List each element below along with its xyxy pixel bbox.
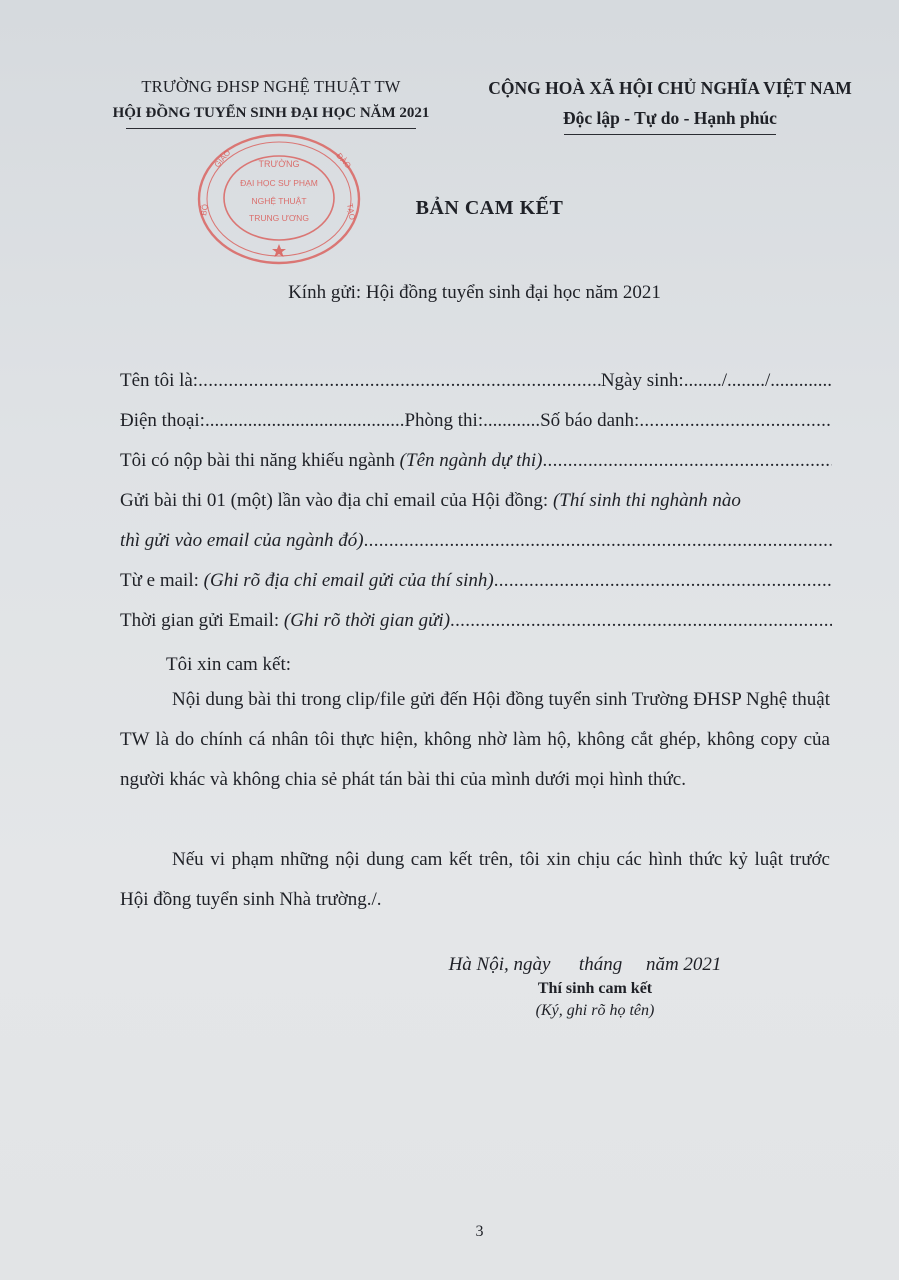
form-line-major: [120, 448, 832, 474]
room-label: Phòng thi:: [404, 410, 484, 431]
form-line-send-time: [120, 608, 832, 634]
phone-label: Điện thoại:: [120, 410, 205, 431]
seal-line-2: ĐẠI HỌC SƯ PHẠM: [240, 178, 318, 188]
candidate-number-field[interactable]: [639, 408, 832, 434]
issuer-header: [86, 76, 456, 129]
send-time-hint: (Ghi rõ thời gian gửi): [283, 610, 451, 631]
seal-line-3: NGHỆ THUẬT: [251, 196, 307, 206]
form-line-phone: [120, 408, 832, 434]
send-time-field-dots[interactable]: [450, 608, 832, 634]
seal-line-1: TRƯỜNG: [258, 159, 300, 169]
commitment-intro: Tôi xin cam kết:: [166, 654, 292, 675]
form-line-send: [120, 488, 832, 514]
commitment-paragraph-1: Nội dung bài thi trong clip/file gửi đến Hội đồng tuyển sinh Trường ĐHSP Nghệ thuật TW là do chính cá nhân tôi thực hiện, không nhờ làm hộ, không cắt ghép, không copy của người khác và không chia sẻ phát tán bài thi của mình dưới mọi hình thức.: [120, 689, 830, 790]
room-field[interactable]: ............: [483, 410, 541, 431]
issuer-underline: [126, 128, 416, 129]
name-label: Tên tôi là:: [120, 370, 199, 391]
major-field-dots[interactable]: [543, 448, 833, 474]
send-hint-2: thì gửi vào email của ngành đó): [120, 530, 364, 551]
document-title: BẢN CAM KẾT: [415, 197, 564, 219]
motto-underline: [564, 134, 776, 135]
seal-ring-right-bottom: TẠO: [345, 202, 357, 221]
place-date: [400, 954, 770, 976]
from-email-field-dots[interactable]: [494, 568, 832, 594]
commitment-paragraph-2: Nếu vi phạm những nội dung cam kết trên, tôi xin chịu các hình thức kỷ luật trước Hội đồng tuyển sinh Nhà trường./.: [120, 849, 830, 910]
country-name: CỘNG HOÀ XÃ HỘI CHỦ NGHĨA VIỆT NAM: [488, 78, 852, 98]
send-hint-1: (Thí sinh thi nghành nào: [552, 490, 741, 511]
seal-star-icon: [272, 244, 286, 257]
signer-title: Thí sinh cam kết: [537, 980, 653, 997]
seal-ring-right: ĐÀO: [334, 151, 353, 171]
form-line-name: [120, 368, 832, 394]
send-prefix: Gửi bài thi 01 (một) lần vào địa chỉ email của Hội đồng:: [120, 490, 553, 511]
school-name: TRƯỜNG ĐHSP NGHỆ THUẬT TW: [141, 77, 401, 96]
national-motto: Độc lập - Tự do - Hạnh phúc: [563, 108, 777, 128]
dob-field[interactable]: ......../......../.............: [683, 370, 832, 391]
national-header: [470, 76, 870, 135]
major-prefix: Tôi có nộp bài thi năng khiếu ngành: [120, 450, 400, 471]
major-hint: (Tên ngành dự thi): [399, 450, 543, 471]
salutation: Kính gửi: Hội đồng tuyển sinh đại học năm 2021: [288, 282, 661, 303]
phone-field[interactable]: ..........................................: [204, 410, 405, 431]
send-time-prefix: Thời gian gửi Email:: [120, 610, 284, 631]
send-email-field-dots[interactable]: [364, 528, 832, 554]
form-line-send-cont: [120, 528, 832, 554]
council-name: HỘI ĐỒNG TUYỂN SINH ĐẠI HỌC NĂM 2021: [112, 105, 430, 121]
candidate-number-label: Số báo danh:: [540, 410, 640, 431]
signature-note: (Ký, ghi rõ họ tên): [535, 1002, 655, 1019]
from-email-prefix: Từ e mail:: [120, 570, 204, 591]
seal-ring-left: GIÁO: [212, 148, 233, 170]
from-email-hint: (Ghi rõ địa chỉ email gửi của thí sinh): [203, 570, 494, 591]
form-line-from-email: [120, 568, 832, 594]
seal-line-4: TRUNG ƯƠNG: [249, 213, 309, 223]
name-field-dots[interactable]: [198, 368, 601, 394]
place-date-text: Hà Nội, ngày tháng năm 2021: [448, 954, 722, 975]
dob-label: Ngày sinh:: [600, 370, 684, 391]
page-number: 3: [475, 1223, 484, 1240]
seal-ring-left-bottom: BỘ: [199, 203, 210, 217]
